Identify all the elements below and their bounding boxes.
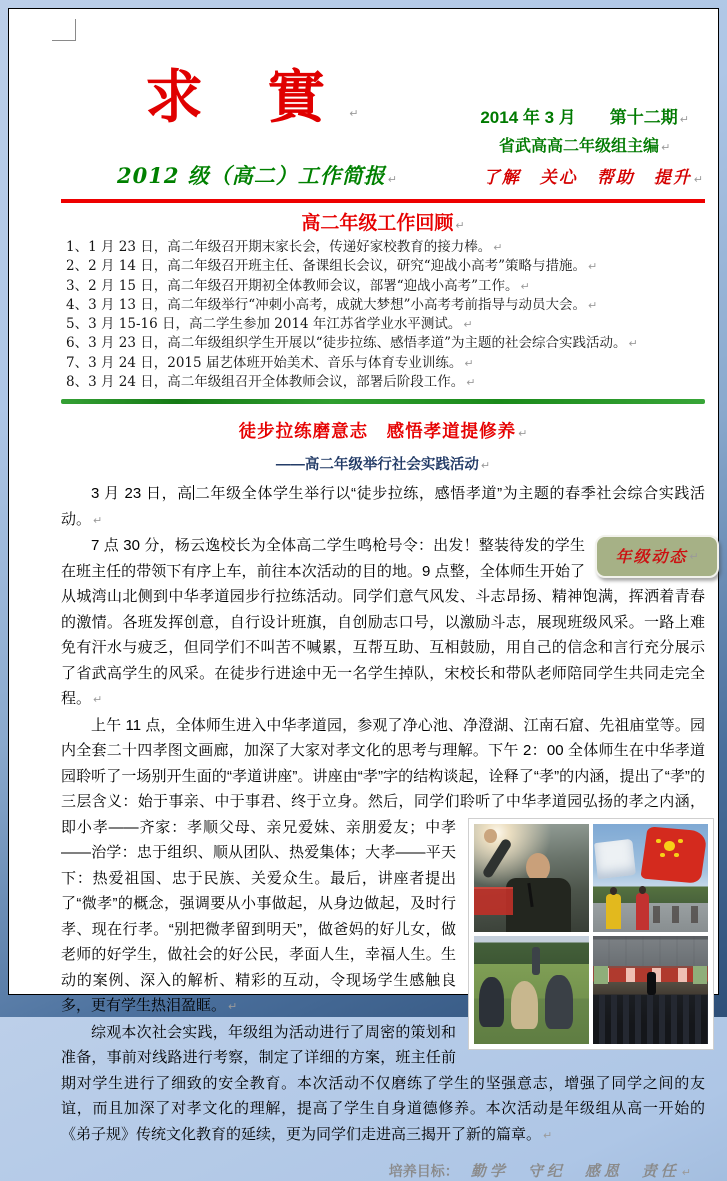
audience-crowd-shape — [593, 995, 708, 1044]
paragraph-mark: ↵ — [689, 550, 699, 564]
margin-crop-mark-top-left — [52, 19, 76, 41]
paragraph-3 — [61, 713, 705, 1020]
list-item — [66, 315, 705, 334]
seated-student-shape — [479, 977, 504, 1027]
projection-screen-left — [594, 966, 608, 984]
red-divider-rule — [61, 199, 705, 203]
projection-screen-right — [693, 966, 707, 984]
list-item-text: 2、2 月 14 日，高二年级召开班主任、备课组长会议，研究“迎战小高考”策略与措施。 — [66, 258, 587, 275]
paragraph-2 — [61, 533, 705, 713]
review-heading-text: 高二年级工作回顾 — [301, 213, 454, 234]
newsletter-title-text: 求 實 — [145, 63, 348, 131]
masthead-row2 — [61, 160, 705, 190]
student-red-shirt — [636, 893, 650, 930]
arm-shape — [482, 837, 514, 879]
paragraph-1 — [61, 481, 705, 533]
grade-news-badge-text: 年级动态 — [615, 547, 688, 567]
photo-students-with-flags — [593, 824, 708, 932]
footer-label: 培养目标： — [388, 1163, 459, 1180]
masthead — [61, 63, 705, 156]
paragraph-mark: ↵ — [93, 693, 103, 707]
document-page — [8, 8, 719, 1181]
ceiling-truss-shape — [593, 936, 708, 966]
paragraph-text: 7 点 30 分，杨云逸校长为全体高二学生鸣枪号令：出发！整装待发的学生在班主任的带领下有序上车，前往本次活动的目的地。9 点整，全体师生开始了从城湾山北侧到中华孝道园步行拉练活动。同学们意气风发、斗志昂扬、精神饱满，挥洒着青春的激情。各班发挥创意，自行设计班旗，自创励志口号，以激励斗志，展现班级风采。一路上难免有汗水与疲乏，但同学们不叫苦不喊累，互帮互助、互相鼓励，用自己的信念和言行充分展示了省武高学生的风采。在徒步行进途中无一名学生掉队，宋校长和带队老师陪同学生共同走完全程。 — [61, 537, 705, 708]
paragraph-text: 上午 11 点，全体师生进入中华孝道园，参观了净心池、净澄湖、江南石窟、先祖庙堂等。园内全套二十四孝图文画廊，加深了大家对孝文化的思考与理解。下午 2：00 全体师生在中华孝道园聆听了一场别开生面的“孝道讲座”。讲座由“孝”字的结构谈起，诠释了“孝”的内涵，提出了“孝”的三层含义：始于事亲、中于事君、终于立身。然后，同学们聆听了中华孝道园弘扬的孝之内涵，即小孝——齐家：孝顺父母、 — [61, 716, 705, 836]
seated-student-shape — [511, 981, 539, 1029]
paragraph-mark: ↵ — [349, 107, 359, 120]
green-divider-rule — [61, 399, 705, 404]
body-shape — [506, 878, 570, 932]
white-flag-shape — [595, 839, 637, 879]
grade-news-badge — [595, 535, 719, 578]
list-item — [66, 296, 705, 315]
paragraph-mark: ↵ — [518, 427, 528, 441]
footer-values: 勤学 守纪 感恩 责任 — [470, 1162, 680, 1181]
red-league-flag-shape — [640, 827, 707, 884]
paragraph-mark: ↵ — [466, 376, 476, 390]
walking-students-shapes — [653, 906, 704, 923]
issue-line — [480, 103, 689, 128]
page-content — [9, 63, 718, 1181]
paragraph-mark: ↵ — [681, 1166, 691, 1180]
flag-star-emblem — [664, 841, 674, 851]
masthead-motto — [483, 163, 703, 188]
list-item — [66, 277, 705, 296]
masthead-motto-text: 了解 关心 帮助 提升 — [482, 168, 692, 188]
feature-title — [61, 418, 705, 443]
paragraph-mark: ↵ — [93, 513, 103, 527]
footer-goals — [61, 1160, 705, 1181]
list-item — [66, 257, 705, 276]
paragraph-mark: ↵ — [228, 1000, 238, 1014]
list-item-text: 1、1 月 23 日，高二年级召开期末家长会，传递好家校教育的接力棒。 — [66, 239, 492, 255]
masthead-right — [480, 103, 689, 156]
seated-student-shape — [545, 975, 573, 1029]
paragraph-text: 综观本次社会实践，年级组为活动进行了周密的策划和准备，事前对线路进行考察，制定了详细的方案，班主任前期对学生进行了细致的安全教育。本次活动不仅磨练了学生的坚强意志，增强了同学之间的友谊，而且加深了对孝文化的理解，提高了学生自身道德修养。本次活动是年级组从高一开始的《弟子规》传统文化教育的延续，更为同学们走进高三揭开了新的篇章。 — [61, 1023, 705, 1143]
editor-line — [480, 133, 689, 156]
newsletter-title — [145, 63, 359, 156]
feature-body — [61, 481, 705, 1148]
standing-person-shape — [532, 947, 540, 975]
paragraph-mark: ↵ — [661, 141, 671, 154]
review-heading — [61, 208, 705, 235]
stage-speaker-shape — [647, 972, 656, 996]
paragraph-text: 亲兄爱妹、亲朋爱友；中孝——治学：忠于组织、顺从团队、热爱集体；大孝——平天下：热爱祖国、忠于民族、关爱众生。最后，讲座者提出了“微孝”的概念，强调要从小事做起，从身边做起，及时行孝、现在行孝。“别把微孝留到明天”，做爸妈的好儿女，做老师的好学生，做社会的好公民，孝面人生，幸福人生。生动的案例、深入的解析、精彩的互动，令现场学生感触良多，更有学生热泪盈眶。 — [61, 818, 456, 1015]
paragraph-mark: ↵ — [455, 219, 465, 232]
photo-picnic-on-grass — [474, 936, 589, 1044]
paragraph-mark: ↵ — [387, 173, 397, 186]
list-item — [66, 373, 705, 392]
editor-line-text: 省武高高二年级组主编 — [499, 138, 660, 155]
issue-line-text: 2014 年 3 月 第十二期 — [480, 108, 678, 127]
paragraph-mark: ↵ — [588, 298, 598, 312]
feature-subtitle — [61, 453, 705, 474]
list-item-text: 3、2 月 15 日，高二年级召开期初全体教师会议，部署“迎战小高考”工作。 — [66, 277, 519, 294]
raised-fist-shape — [484, 829, 497, 843]
head-shape — [610, 887, 617, 895]
list-item-text: 8、3 月 24 日，高二年级组召开全体教师会议，部署后阶段工作。 — [66, 374, 465, 391]
paragraph-mark: ↵ — [693, 173, 703, 186]
photo-principal-speech — [474, 824, 589, 932]
paragraph-mark: ↵ — [543, 1128, 553, 1142]
student-yellow-shirt — [606, 894, 621, 929]
paragraph-mark: ↵ — [480, 459, 491, 473]
list-item — [66, 354, 705, 373]
paragraph-mark: ↵ — [463, 318, 473, 332]
review-list — [61, 238, 705, 392]
paragraph-mark: ↵ — [679, 113, 689, 126]
list-item-text: 6、3 月 23 日，高二年级组织学生开展以“徒步拉练、感悟孝道”为主题的社会综合实践活动。 — [66, 335, 627, 352]
bulletin-name — [117, 160, 397, 190]
head-shape — [639, 886, 646, 894]
feature-subtitle-text: ——高二年级举行社会实践活动 — [275, 457, 479, 474]
list-item-text: 7、3 月 24 日，2015 届艺体班开始美术、音乐与体育专业训练。 — [66, 354, 463, 371]
paragraph-mark: ↵ — [628, 337, 638, 351]
photo-collage — [468, 818, 714, 1050]
list-item — [66, 238, 705, 257]
paragraph-mark: ↵ — [493, 241, 503, 254]
paragraph-text: 二年级全体学生举行以“徒步拉练，感悟孝道”为主题的春季社会综合实践活动。 — [61, 485, 705, 528]
list-item-text: 5、3 月 15-16 日，高二学生参加 2014 年江苏省学业水平测试。 — [66, 316, 462, 333]
paragraph-text: 3 月 23 日，高 — [91, 485, 193, 503]
list-item — [66, 334, 705, 353]
photo-lecture-hall — [593, 936, 708, 1044]
feature-title-text: 徒步拉练磨意志 感悟孝道提修养 — [238, 421, 517, 442]
list-item-text: 4、3 月 13 日，高二年级举行“冲刺小高考，成就大梦想”小高考考前指导与动员大会。 — [66, 296, 587, 313]
red-banner-shape — [474, 887, 513, 915]
paragraph-mark: ↵ — [520, 279, 530, 293]
bulletin-name-text: 2012 级（高二）工作简报 — [117, 163, 386, 188]
paragraph-mark: ↵ — [464, 356, 474, 370]
paragraph-mark: ↵ — [588, 260, 598, 274]
